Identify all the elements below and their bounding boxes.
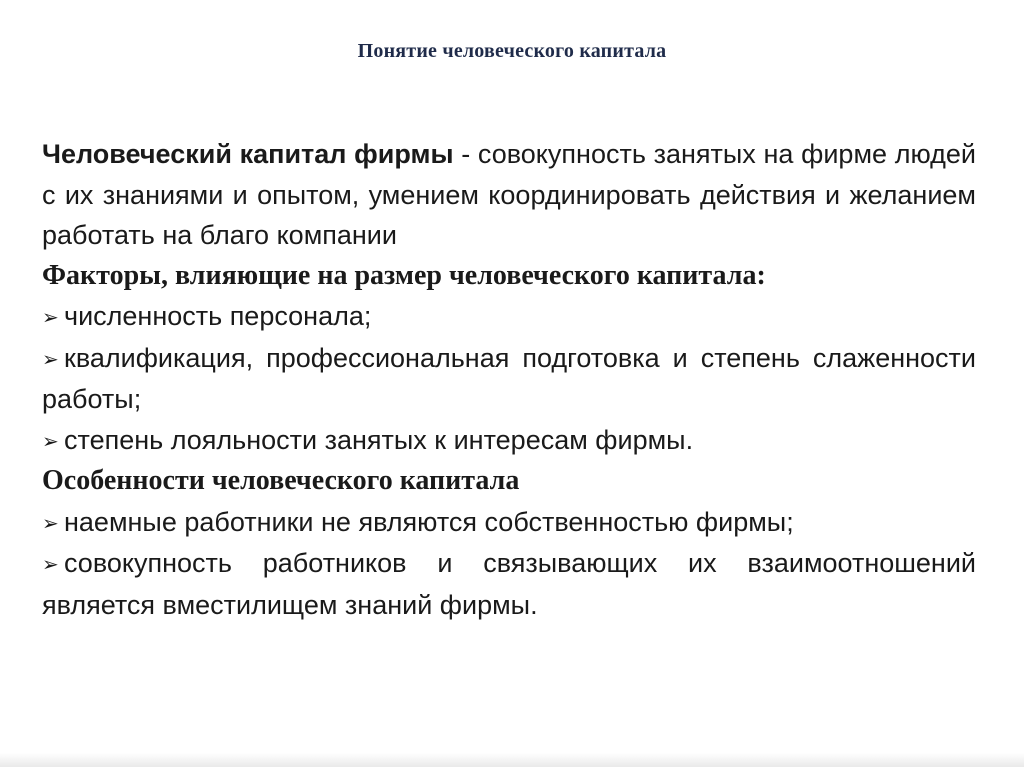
factor-item-text: численность персонала;: [64, 301, 372, 331]
factor-item-2: [42, 338, 976, 420]
feature-item-1: [42, 502, 976, 544]
feature-item-text: совокупность работников и связывающих их взаимоотношений является вместилищем знаний фирмы.: [42, 548, 976, 620]
features-heading: Особенности человеческого капитала: [42, 465, 520, 496]
feature-item-text: наемные работники не являются собственностью фирмы;: [64, 506, 794, 537]
factor-item-1: [42, 296, 976, 338]
arrow-bullet-icon: ➢: [42, 428, 59, 453]
factors-heading: Факторы, влияющие на размер человеческого капитала:: [42, 259, 766, 291]
factor-item-3: [42, 420, 976, 462]
slide-content: [42, 134, 976, 625]
feature-item-2: [42, 543, 976, 625]
factor-item-text: степень лояльности занятых к интересам фирмы.: [64, 424, 694, 455]
slide-title: Понятие человеческого капитала: [357, 40, 667, 62]
arrow-bullet-icon: ➢: [42, 346, 59, 371]
definition-text: - совокупность занятых на фирме людей с их знаниями и опытом, умением координировать действия и желанием работать на благо компании: [42, 139, 976, 250]
slide-bottom-edge: [0, 753, 1024, 767]
arrow-bullet-icon: ➢: [42, 552, 59, 576]
definition-paragraph: [42, 134, 976, 256]
factor-item-text: квалификация, профессиональная подготовка и степень слаженности работы;: [42, 342, 976, 414]
arrow-bullet-icon: ➢: [42, 510, 59, 535]
definition-term: Человеческий капитал фирмы: [42, 139, 454, 169]
arrow-bullet-icon: ➢: [42, 305, 59, 329]
